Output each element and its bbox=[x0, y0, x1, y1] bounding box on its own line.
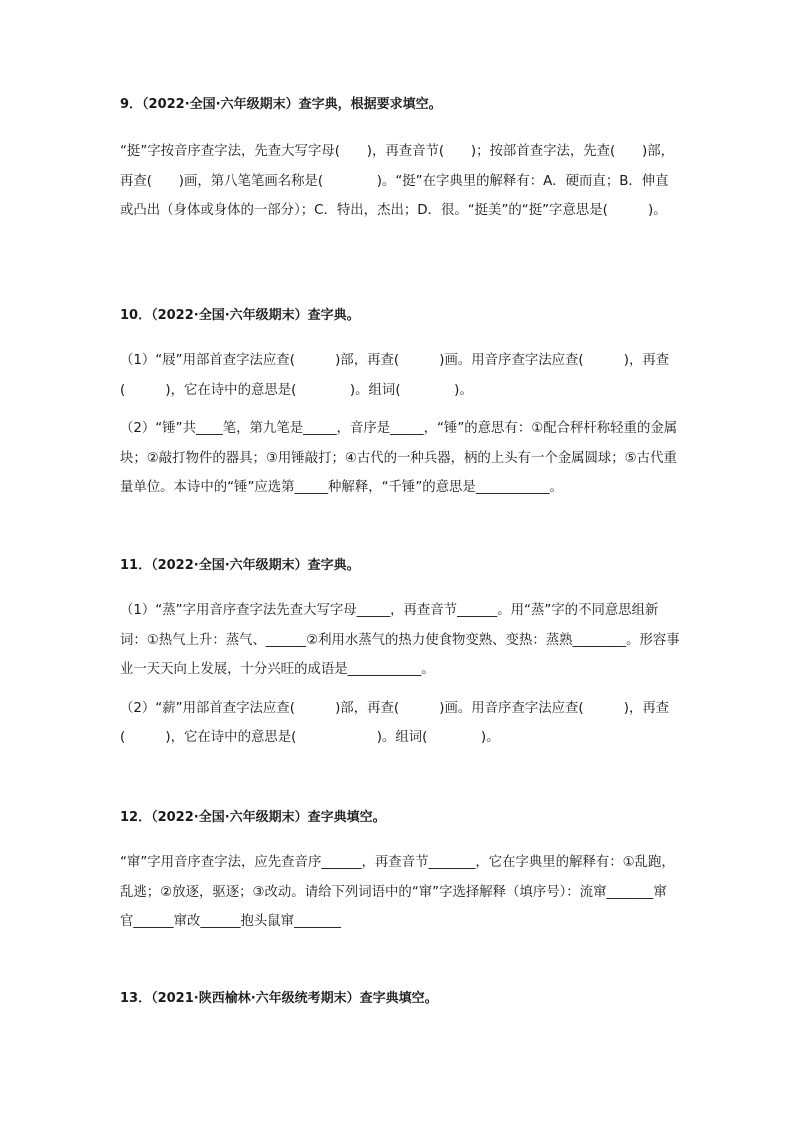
question-heading: 12．（2022·全国·六年级期末）查字典填空。 bbox=[120, 810, 386, 825]
question-9 bbox=[120, 96, 680, 226]
question-paragraph: “挺”字按音序查字法，先查大写字母( )，再查音节( )；按部首查字法，先查( )部，再查( )画，第八笔笔画名称是( )。“挺”在字典里的解释有：A．硬而直；B．伸直或凸出（身体或身体的一部分）；C．特出，杰出；D．很。“挺美”的“挺”字意思是( )。 bbox=[120, 144, 675, 218]
question-paragraph: “窜”字用音序查字法，应先查音序______，再查音节_______，它在字典里的解释有：①乱跑，乱逃；②放逐，驱逐；③改动。请给下列词语中的“窜”字选择解释（填序号）：流窜_______窜官______窜改______抱头鼠窜_______ bbox=[120, 855, 675, 929]
question-paragraph: （1）“蒸”字用音序查字法先查大写字母_____，再查音节______。用“蒸”字的不同意思组新词：①热气上升：蒸气、______②利用水蒸气的热力使食物变熟、变热：蒸熟________。形容事业一天天向上发展，十分兴旺的成语是___________。 bbox=[120, 603, 680, 677]
question-13 bbox=[120, 990, 680, 1008]
question-heading: 13．（2021·陕西榆林·六年级统考期末）查字典填空。 bbox=[120, 991, 438, 1006]
question-heading: 11．（2022·全国·六年级期末）查字典。 bbox=[120, 558, 360, 573]
question-10 bbox=[120, 307, 680, 503]
question-12 bbox=[120, 809, 680, 937]
question-11 bbox=[120, 557, 680, 753]
question-paragraph: （2）“薪”用部首查字法应查( )部，再查( )画。用音序查字法应查( )，再查( )，它在诗中的意思是( )。组词( )。 bbox=[120, 700, 670, 745]
question-heading: 9．（2022·全国·六年级期末）查字典，根据要求填空。 bbox=[120, 97, 442, 112]
question-heading: 10．（2022·全国·六年级期末）查字典。 bbox=[120, 308, 360, 323]
question-paragraph: （1）“屐”用部首查字法应查( )部，再查( )画。用音序查字法应查( )，再查( )，它在诗中的意思是( )。组词( )。 bbox=[120, 353, 670, 398]
question-paragraph: （2）“锤”共____笔，第九笔是_____，音序是_____，“锤”的意思有：①配合秤杆称轻重的金属块；②敲打物件的器具；③用锤敲打；④古代的一种兵器，柄的上头有一个金属圆球；⑤古代重量单位。本诗中的“锤”应选第_____种解释，“千锤”的意思是___________。 bbox=[120, 421, 678, 495]
